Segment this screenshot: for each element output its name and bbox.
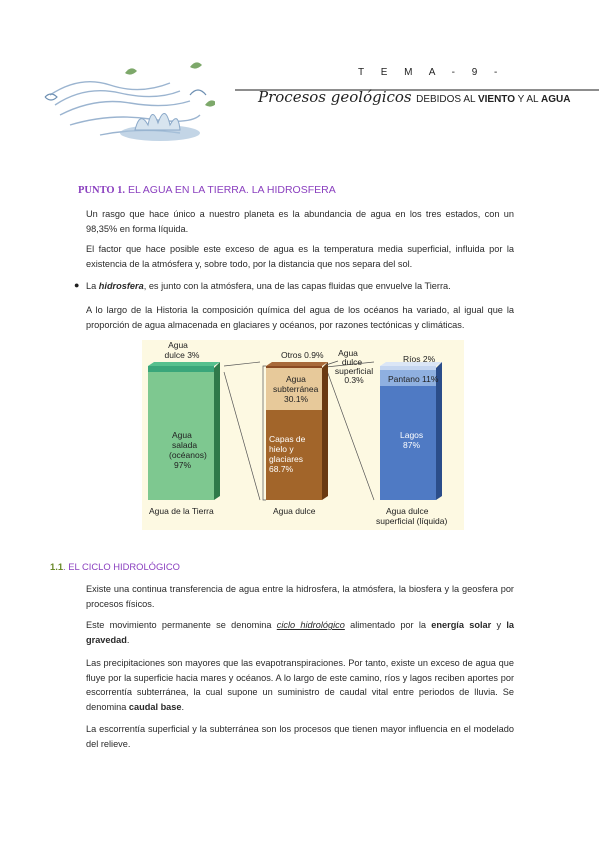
- title-rest-1: DEBIDOS AL: [416, 94, 478, 105]
- lakes-label-2: 87%: [403, 440, 421, 450]
- subsection-number: 1.1: [50, 561, 64, 572]
- groundwater-label-1: Agua: [286, 374, 306, 384]
- title-script: Procesos geológicos: [258, 88, 412, 106]
- bar-agua-dulce: [266, 348, 373, 516]
- document-title: [258, 88, 570, 107]
- surface-fresh-label-2: dulce: [341, 357, 363, 367]
- rivers-segment: [380, 366, 436, 370]
- title-rest-2: Y AL: [515, 94, 541, 105]
- tema-label: T E M A - 9 -: [358, 67, 505, 78]
- paragraph-7: [86, 656, 514, 714]
- bar3-caption-1: Agua dulce: [386, 506, 429, 516]
- surface-fresh-label-1: Agua: [338, 348, 358, 358]
- subsection-title: . EL CICLO HIDROLÓGICO: [63, 561, 180, 572]
- caudal-base-term: caudal base: [128, 701, 182, 712]
- p3-pre: La: [86, 281, 99, 291]
- groundwater-label-3: 30.1%: [284, 394, 309, 404]
- p6-pre: Este movimiento permanente se denomina: [86, 620, 277, 630]
- fresh-water-label-2: dulce 3%: [164, 350, 200, 360]
- paragraph-6: [86, 618, 514, 647]
- section-number: PUNTO 1.: [78, 185, 126, 196]
- bar1-caption: Agua de la Tierra: [149, 506, 214, 516]
- paragraph-2: El factor que hace posible este exceso de agua es la temperatura media superficial, influida por la existencia de la atmósfera y, sobre todo, por la distancia que nos separa del sol.: [86, 244, 514, 269]
- ice-label-3: glaciares: [269, 454, 304, 464]
- salt-water-label-4: 97%: [174, 460, 192, 470]
- rivers-label: Ríos 2%: [403, 354, 436, 364]
- paragraph-8: La escorrentía superficial y la subterránea son los procesos que tienen mayor influencia en el modelado del relieve.: [86, 724, 514, 749]
- p7-end: .: [181, 701, 185, 712]
- groundwater-label-2: subterránea: [273, 384, 319, 394]
- p6-end: .: [126, 634, 130, 645]
- p6-and: y: [491, 620, 507, 630]
- paragraph-5: Existe una continua transferencia de agua entre la hidrosfera, la atmósfera, la biosfera y la geosfera por procesos físicos.: [86, 584, 514, 609]
- paragraph-1: Un rasgo que hace único a nuestro planeta es la abundancia de agua en los tres estados, con un 98,35% en forma líquida.: [86, 209, 514, 234]
- p3-post: , es junto con la atmósfera, una de las capas fluidas que envuelve la Tierra.: [143, 281, 451, 291]
- hidrosfera-term: hidrosfera: [98, 281, 144, 291]
- others-label: Otros 0.9%: [281, 350, 324, 360]
- surface-fresh-label-4: 0.3%: [344, 375, 364, 385]
- lakes-label-1: Lagos: [400, 430, 424, 440]
- section-title: EL AGUA EN LA TIERRA. LA HIDROSFERA: [127, 184, 336, 196]
- salt-water-label-3: (océanos): [169, 450, 207, 460]
- paragraph-4: A lo largo de la Historia la composición química del agua de los océanos ha variado, al igual que la proporción de agua almacenada en glaciares y océanos, por razones tectónicas y climáticas.: [86, 305, 514, 330]
- fresh-water-label-1: Agua: [168, 340, 188, 350]
- water-splash-illustration: [40, 55, 215, 150]
- gravedad-term: la gravedad: [86, 620, 514, 645]
- bar-agua-tierra: [148, 340, 220, 516]
- bar-agua-dulce-superficial: [376, 354, 448, 526]
- salt-water-label-1: Agua: [172, 430, 192, 440]
- title-bold-agua: AGUA: [540, 94, 571, 105]
- title-bold-viento: VIENTO: [477, 94, 516, 105]
- ciclo-hidrologico-term: ciclo hidrológico: [276, 620, 345, 630]
- ice-label-2: hielo y: [269, 444, 294, 454]
- paragraph-3: [86, 279, 514, 294]
- p6-mid: alimentado por la: [344, 620, 432, 630]
- swamp-label: Pantano 11%: [388, 374, 439, 384]
- fresh-water-segment: [148, 366, 214, 372]
- others-segment: [266, 366, 322, 368]
- bar2-caption: Agua dulce: [273, 506, 316, 516]
- water-distribution-figure: [142, 340, 464, 530]
- p7-pre: Las precipitaciones son mayores que las evapotranspiraciones. Por tanto, existe un exceso de agua que fluye por la superficie hacia mares y océanos. A lo largo de este camino, ríos y lagos reciben aportes por escorrentía subterránea, la cual supone un suministro de caudal vital entre periodos de lluvia. Se denomina: [86, 658, 514, 712]
- ice-label-4: 68.7%: [269, 464, 294, 474]
- salt-water-label-2: salada: [172, 440, 198, 450]
- section-heading: [78, 184, 336, 196]
- bullet-icon: ●: [74, 280, 80, 290]
- ice-label-1: Capas de: [269, 434, 306, 444]
- subsection-heading: [50, 561, 180, 572]
- bar3-caption-2: superficial (líquida): [376, 516, 448, 526]
- energia-solar-term: energía solar: [431, 620, 492, 630]
- surface-fresh-label-3: superficial: [334, 366, 374, 376]
